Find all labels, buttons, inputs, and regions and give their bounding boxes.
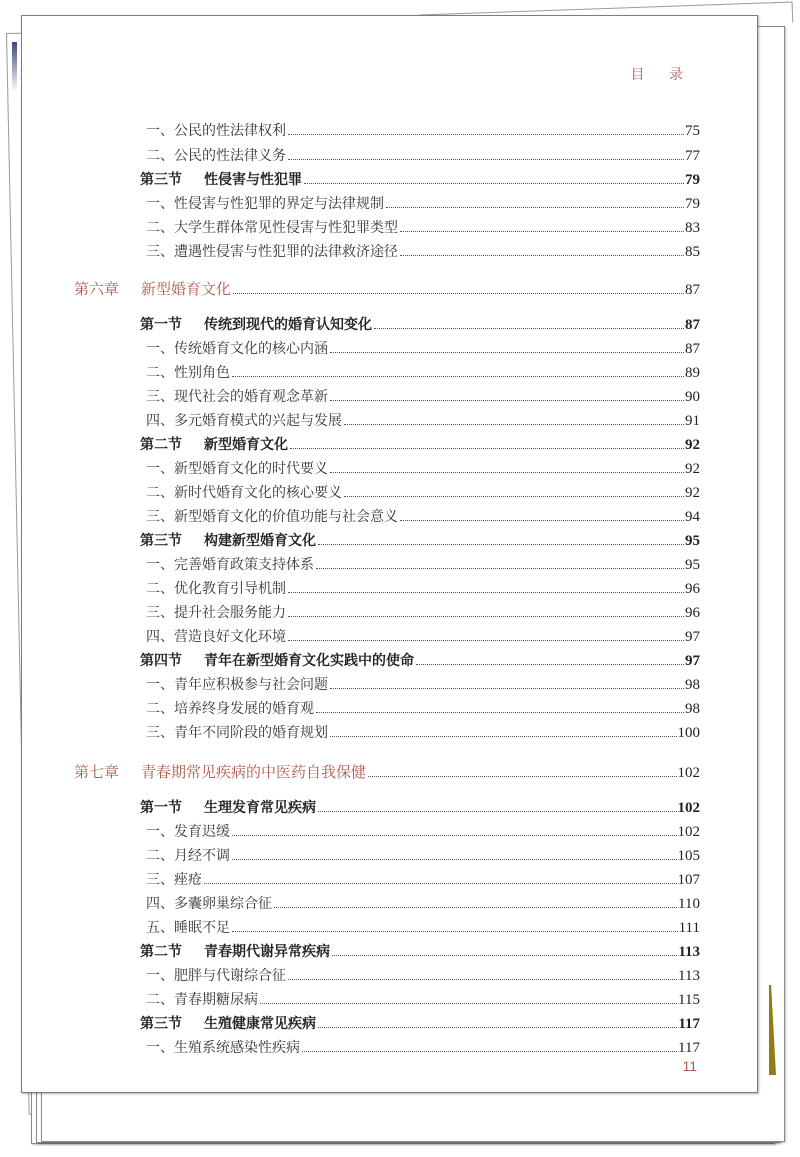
dot-leader xyxy=(400,520,684,521)
dot-leader xyxy=(288,134,684,135)
entry-title: 一、完善婚育政策支持体系 xyxy=(146,557,314,573)
entry-page-number: 117 xyxy=(678,1040,700,1056)
toc-section-entry[interactable] xyxy=(140,314,700,336)
entry-title: 二、培养终身发展的婚育观 xyxy=(146,701,314,717)
dot-leader xyxy=(330,472,684,473)
toc-item-entry[interactable] xyxy=(146,869,700,891)
chapter-number: 第七章 xyxy=(74,763,120,781)
toc-item-entry[interactable] xyxy=(146,193,700,215)
toc-section-entry[interactable] xyxy=(140,434,700,456)
entry-title: 五、睡眠不足 xyxy=(146,920,230,936)
dot-leader xyxy=(304,183,684,184)
entry-title: 四、营造良好文化环境 xyxy=(146,629,286,645)
entry-title: 四、多囊卵巢综合征 xyxy=(146,896,272,912)
chapter-number: 第六章 xyxy=(74,280,120,298)
toc-section-entry[interactable] xyxy=(140,1013,700,1035)
toc-item-entry[interactable] xyxy=(146,362,700,384)
dot-leader xyxy=(288,979,677,980)
toc-item-entry[interactable] xyxy=(146,965,700,987)
entry-title: 一、肥胖与代谢综合征 xyxy=(146,968,286,984)
entry-page-number: 77 xyxy=(685,148,700,164)
entry-page-number: 79 xyxy=(685,172,700,188)
dot-leader xyxy=(316,568,684,569)
toc-item-entry[interactable] xyxy=(146,217,700,239)
entry-title: 二、公民的性法律义务 xyxy=(146,148,286,164)
dot-leader xyxy=(274,907,677,908)
dot-leader xyxy=(232,931,678,932)
entry-title: 新型婚育文化 xyxy=(141,280,232,298)
toc-item-entry[interactable] xyxy=(146,338,700,360)
toc-item-entry[interactable] xyxy=(146,145,700,167)
entry-page-number: 91 xyxy=(685,413,700,429)
entry-title: 二、青春期糖尿病 xyxy=(146,992,258,1008)
entry-page-number: 75 xyxy=(685,123,700,139)
toc-item-entry[interactable] xyxy=(146,120,700,142)
toc-section-entry[interactable] xyxy=(140,169,700,191)
entry-title: 青春期代谢异常疾病 xyxy=(204,944,330,960)
entry-page-number: 95 xyxy=(685,557,700,573)
section-number: 第三节 xyxy=(140,533,182,549)
entry-page-number: 96 xyxy=(685,581,700,597)
dot-leader xyxy=(318,544,684,545)
toc-item-entry[interactable] xyxy=(146,506,700,528)
toc-item-entry[interactable] xyxy=(146,917,700,939)
entry-page-number: 107 xyxy=(677,872,700,888)
entry-title: 生殖健康常见疾病 xyxy=(204,1016,316,1032)
dot-leader xyxy=(368,776,676,777)
dot-leader xyxy=(330,400,684,401)
toc-chapter-entry[interactable] xyxy=(74,278,700,300)
entry-page-number: 92 xyxy=(685,485,700,501)
dot-leader xyxy=(204,883,677,884)
section-number: 第三节 xyxy=(140,172,182,188)
entry-page-number: 102 xyxy=(677,765,700,781)
entry-page-number: 87 xyxy=(685,341,700,357)
entry-page-number: 98 xyxy=(685,701,700,717)
entry-page-number: 79 xyxy=(685,196,700,212)
dot-leader xyxy=(318,811,677,812)
entry-page-number: 87 xyxy=(685,317,700,333)
dot-leader xyxy=(400,255,684,256)
entry-title: 三、现代社会的婚育观念革新 xyxy=(146,389,328,405)
entry-page-number: 97 xyxy=(685,653,700,669)
dot-leader xyxy=(233,293,684,294)
dot-leader xyxy=(386,207,684,208)
toc-item-entry[interactable] xyxy=(146,626,700,648)
toc-section-entry[interactable] xyxy=(140,650,700,672)
entry-page-number: 113 xyxy=(678,968,700,984)
dot-leader xyxy=(330,688,684,689)
entry-page-number: 95 xyxy=(685,533,700,549)
dot-leader xyxy=(374,328,684,329)
entry-title: 一、青年应积极参与社会问题 xyxy=(146,677,328,693)
entry-page-number: 92 xyxy=(685,461,700,477)
toc-chapter-entry[interactable] xyxy=(74,761,700,783)
entry-page-number: 90 xyxy=(685,389,700,405)
entry-title: 性侵害与性犯罪 xyxy=(204,172,302,188)
entry-title: 四、多元婚育模式的兴起与发展 xyxy=(146,413,342,429)
dot-leader xyxy=(316,712,684,713)
toc-item-entry[interactable] xyxy=(146,602,700,624)
entry-title: 二、优化教育引导机制 xyxy=(146,581,286,597)
toc-section-entry[interactable] xyxy=(140,530,700,552)
entry-title: 青春期常见疾病的中医药自我保健 xyxy=(141,763,367,781)
entry-title: 三、提升社会服务能力 xyxy=(146,605,286,621)
entry-title: 二、大学生群体常见性侵害与性犯罪类型 xyxy=(146,220,398,236)
dot-leader xyxy=(288,159,684,160)
toc-item-entry[interactable] xyxy=(146,386,700,408)
page-number: 11 xyxy=(682,1058,697,1074)
toc-item-entry[interactable] xyxy=(146,482,700,504)
blue-cover-edge xyxy=(12,42,17,92)
entry-page-number: 102 xyxy=(677,824,700,840)
entry-page-number: 113 xyxy=(678,944,700,960)
entry-title: 一、传统婚育文化的核心内涵 xyxy=(146,341,328,357)
dot-leader xyxy=(232,835,677,836)
entry-page-number: 111 xyxy=(678,920,700,936)
toc-item-entry[interactable] xyxy=(146,1037,700,1059)
entry-title: 三、青年不同阶段的婚育规划 xyxy=(146,725,328,741)
toc-item-entry[interactable] xyxy=(146,674,700,696)
dot-leader xyxy=(332,955,677,956)
page-header-title: 目 录 xyxy=(630,67,693,83)
dot-leader xyxy=(288,592,684,593)
entry-page-number: 85 xyxy=(685,244,700,260)
dot-leader xyxy=(344,424,684,425)
toc-item-entry[interactable] xyxy=(146,241,700,263)
dot-leader xyxy=(288,616,684,617)
section-number: 第二节 xyxy=(140,944,182,960)
dot-leader xyxy=(232,859,677,860)
toc-item-entry[interactable] xyxy=(146,578,700,600)
entry-title: 一、公民的性法律权利 xyxy=(146,123,286,139)
section-number: 第三节 xyxy=(140,1016,182,1032)
toc-item-entry[interactable] xyxy=(146,821,700,843)
entry-title: 一、新型婚育文化的时代要义 xyxy=(146,461,328,477)
entry-page-number: 102 xyxy=(677,800,700,816)
entry-page-number: 96 xyxy=(685,605,700,621)
toc-item-entry[interactable] xyxy=(146,698,700,720)
entry-page-number: 97 xyxy=(685,629,700,645)
entry-page-number: 89 xyxy=(685,365,700,381)
toc-item-entry[interactable] xyxy=(146,845,700,867)
entry-title: 三、新型婚育文化的价值功能与社会意义 xyxy=(146,509,398,525)
entry-page-number: 117 xyxy=(678,1016,700,1032)
entry-page-number: 105 xyxy=(677,848,700,864)
entry-title: 一、性侵害与性犯罪的界定与法律规制 xyxy=(146,196,384,212)
dot-leader xyxy=(330,352,684,353)
entry-title: 一、发育迟缓 xyxy=(146,824,230,840)
toc-section-entry[interactable] xyxy=(140,941,700,963)
section-number: 第一节 xyxy=(140,800,182,816)
dot-leader xyxy=(318,1027,677,1028)
dot-leader xyxy=(400,231,684,232)
section-number: 第二节 xyxy=(140,437,182,453)
entry-title: 二、月经不调 xyxy=(146,848,230,864)
section-number: 第一节 xyxy=(140,317,182,333)
toc-item-entry[interactable] xyxy=(146,458,700,480)
toc-section-entry[interactable] xyxy=(140,797,700,819)
dot-leader xyxy=(302,1051,677,1052)
entry-page-number: 98 xyxy=(685,677,700,693)
toc-item-entry[interactable] xyxy=(146,989,700,1011)
entry-title: 一、生殖系统感染性疾病 xyxy=(146,1040,300,1056)
entry-title: 三、痤疮 xyxy=(146,872,202,888)
entry-page-number: 94 xyxy=(685,509,700,525)
dot-leader xyxy=(344,496,684,497)
dot-leader xyxy=(232,376,684,377)
toc-item-entry[interactable] xyxy=(146,722,700,744)
toc-item-entry[interactable] xyxy=(146,410,700,432)
dot-leader xyxy=(330,736,677,737)
entry-title: 生理发育常见疾病 xyxy=(204,800,316,816)
entry-title: 新型婚育文化 xyxy=(204,437,288,453)
dot-leader xyxy=(260,1003,677,1004)
entry-title: 青年在新型婚育文化实践中的使命 xyxy=(204,653,414,669)
entry-page-number: 100 xyxy=(677,725,700,741)
entry-page-number: 87 xyxy=(685,282,700,298)
entry-title: 二、新时代婚育文化的核心要义 xyxy=(146,485,342,501)
dot-leader xyxy=(288,640,684,641)
entry-page-number: 92 xyxy=(685,437,700,453)
section-number: 第四节 xyxy=(140,653,182,669)
entry-page-number: 110 xyxy=(678,896,700,912)
entry-title: 构建新型婚育文化 xyxy=(204,533,316,549)
toc-item-entry[interactable] xyxy=(146,893,700,915)
entry-page-number: 83 xyxy=(685,220,700,236)
dot-leader xyxy=(290,448,684,449)
entry-page-number: 115 xyxy=(678,992,700,1008)
toc-item-entry[interactable] xyxy=(146,554,700,576)
entry-title: 传统到现代的婚育认知变化 xyxy=(204,317,372,333)
toc-page xyxy=(21,15,758,1093)
dot-leader xyxy=(416,664,684,665)
entry-title: 三、遭遇性侵害与性犯罪的法律救济途径 xyxy=(146,244,398,260)
entry-title: 二、性别角色 xyxy=(146,365,230,381)
